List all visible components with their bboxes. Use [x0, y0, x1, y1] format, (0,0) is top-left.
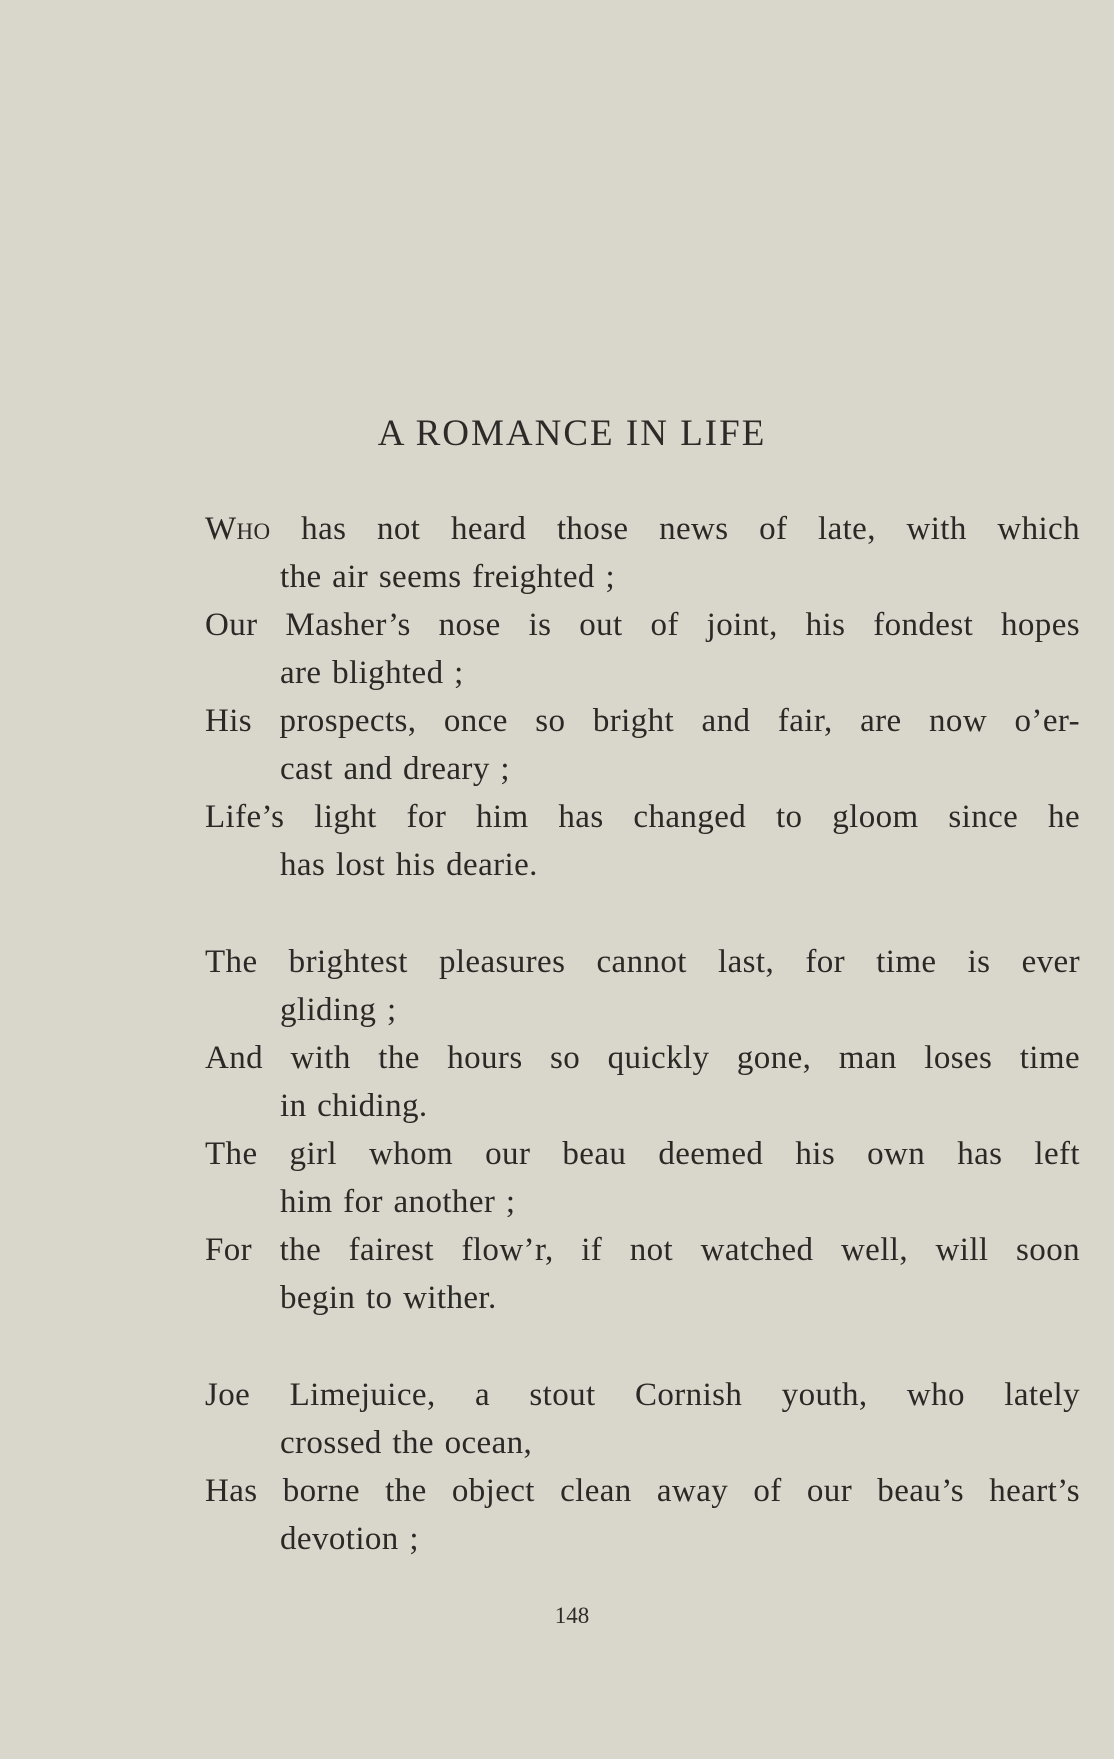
verse-continuation: gliding ;	[280, 992, 397, 1028]
verse-line: Joe Limejuice, a stout Cornish youth, who lately	[205, 1377, 1080, 1413]
verse-line: Life’s light for him has changed to gloom since he	[205, 799, 1080, 835]
verse-continuation: him for another ;	[280, 1184, 516, 1220]
stanza	[205, 505, 1080, 889]
stanza	[205, 1371, 1080, 1563]
verse-continuation: crossed the ocean,	[280, 1425, 533, 1461]
verse-line: Our Masher’s nose is out of joint, his fondest hopes	[205, 607, 1080, 643]
verse-line	[205, 505, 1080, 553]
verse-line: The brightest pleasures cannot last, for time is ever	[205, 944, 1080, 980]
verse-continuation: has lost his dearie.	[280, 847, 538, 883]
verse-continuation: cast and dreary ;	[280, 751, 510, 787]
verse-continuation: the air seems freighted ;	[280, 559, 616, 595]
small-caps-lead: Who	[205, 511, 271, 547]
verse-line: For the fairest flow’r, if not watched well, will soon	[205, 1232, 1080, 1268]
stanza	[205, 938, 1080, 1322]
verse-text: has not heard those news of late, with which	[270, 511, 1080, 547]
verse-continuation: begin to wither.	[280, 1280, 497, 1316]
verse-continuation: in chiding.	[280, 1088, 428, 1124]
page-number: 148	[554, 1603, 590, 1628]
verse-line: And with the hours so quickly gone, man loses time	[205, 1040, 1080, 1076]
poem-body	[205, 505, 1080, 1612]
poem-title: A ROMANCE IN LIFE	[377, 413, 767, 454]
verse-line: Has borne the object clean away of our beau’s heart’s	[205, 1473, 1080, 1509]
verse-line: His prospects, once so bright and fair, are now o’er-	[205, 703, 1080, 739]
verse-line: The girl whom our beau deemed his own has left	[205, 1136, 1080, 1172]
verse-continuation: devotion ;	[280, 1521, 419, 1557]
verse-continuation: are blighted ;	[280, 655, 464, 691]
